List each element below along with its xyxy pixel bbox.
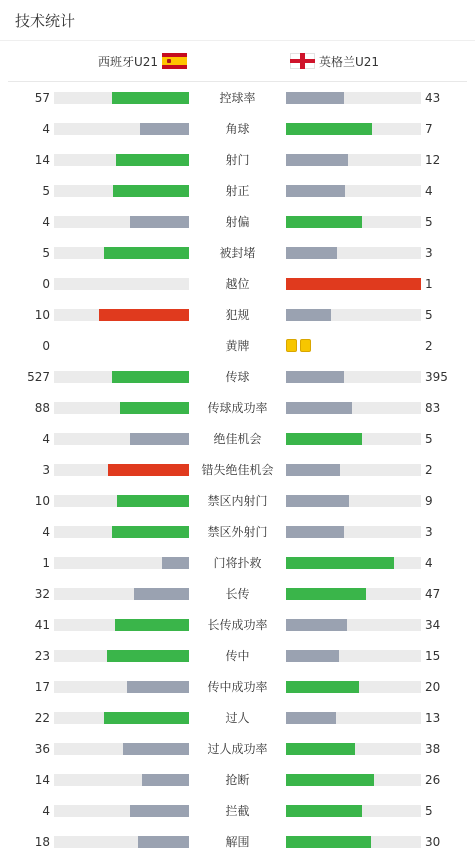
away-value: 2 bbox=[425, 339, 433, 353]
away-bar-fill bbox=[286, 185, 345, 197]
home-value: 5 bbox=[42, 246, 50, 260]
spain-flag-icon bbox=[162, 53, 187, 69]
away-value: 83 bbox=[425, 401, 441, 415]
away-bar-fill bbox=[286, 309, 331, 321]
home-bar-fill bbox=[130, 805, 189, 817]
away-value: 1 bbox=[425, 277, 433, 291]
stat-label: 控球率 bbox=[219, 91, 256, 105]
home-bar-track bbox=[54, 774, 189, 786]
away-bar-fill bbox=[286, 402, 352, 414]
away-bar-track bbox=[286, 495, 421, 507]
stat-row bbox=[0, 770, 475, 790]
stat-row bbox=[0, 553, 475, 573]
stat-label: 被封堵 bbox=[219, 246, 256, 260]
home-value: 4 bbox=[42, 122, 50, 136]
home-value: 14 bbox=[34, 153, 50, 167]
home-bar-fill bbox=[104, 247, 189, 259]
home-bar-track bbox=[54, 588, 189, 600]
away-value: 43 bbox=[425, 91, 441, 105]
stat-row bbox=[0, 677, 475, 697]
home-bar-fill bbox=[116, 154, 189, 166]
home-bar-track bbox=[54, 154, 189, 166]
stat-row bbox=[0, 305, 475, 325]
home-bar-fill bbox=[138, 836, 189, 848]
away-bar-fill bbox=[286, 247, 337, 259]
home-team bbox=[98, 41, 187, 81]
away-bar-fill bbox=[286, 805, 362, 817]
away-bar-track bbox=[286, 402, 421, 414]
home-value: 0 bbox=[42, 339, 50, 353]
stat-label: 禁区外射门 bbox=[207, 525, 268, 539]
away-bar-fill bbox=[286, 712, 336, 724]
stat-row bbox=[0, 460, 475, 480]
away-value: 13 bbox=[425, 711, 441, 725]
home-bar-fill bbox=[120, 402, 189, 414]
home-value: 57 bbox=[34, 91, 50, 105]
home-value: 18 bbox=[34, 835, 50, 849]
stat-label: 绝佳机会 bbox=[213, 432, 262, 446]
away-bar-track bbox=[286, 123, 421, 135]
away-bar-track bbox=[286, 247, 421, 259]
stat-row bbox=[0, 150, 475, 170]
away-yellow-cards bbox=[286, 339, 311, 353]
away-bar-fill bbox=[286, 464, 340, 476]
stat-label: 过人成功率 bbox=[207, 742, 268, 756]
away-bar-fill bbox=[286, 123, 372, 135]
home-bar-fill bbox=[112, 526, 189, 538]
home-bar-track bbox=[54, 526, 189, 538]
home-bar-track bbox=[54, 464, 189, 476]
stat-label: 长传 bbox=[225, 587, 250, 601]
away-bar-fill bbox=[286, 681, 359, 693]
home-value: 0 bbox=[42, 277, 50, 291]
home-bar-fill bbox=[99, 309, 189, 321]
away-value: 4 bbox=[425, 556, 433, 570]
away-bar-track bbox=[286, 216, 421, 228]
away-bar-track bbox=[286, 681, 421, 693]
stat-label: 黄牌 bbox=[225, 339, 250, 353]
away-bar-fill bbox=[286, 92, 344, 104]
away-bar-track bbox=[286, 464, 421, 476]
away-bar-track bbox=[286, 526, 421, 538]
home-value: 41 bbox=[34, 618, 50, 632]
home-bar-track bbox=[54, 650, 189, 662]
stat-label: 角球 bbox=[225, 122, 250, 136]
away-team bbox=[290, 41, 379, 81]
away-value: 4 bbox=[425, 184, 433, 198]
home-bar-fill bbox=[112, 92, 189, 104]
away-value: 15 bbox=[425, 649, 441, 663]
home-bar-track bbox=[54, 805, 189, 817]
away-bar-track bbox=[286, 433, 421, 445]
away-bar-track bbox=[286, 743, 421, 755]
home-value: 5 bbox=[42, 184, 50, 198]
home-bar-fill bbox=[117, 495, 189, 507]
away-bar-track bbox=[286, 650, 421, 662]
away-bar-track bbox=[286, 805, 421, 817]
stat-row bbox=[0, 832, 475, 852]
stat-row bbox=[0, 615, 475, 635]
stat-label: 传球 bbox=[225, 370, 250, 384]
home-bar-track bbox=[54, 371, 189, 383]
stat-label: 传中成功率 bbox=[207, 680, 268, 694]
home-bar-fill bbox=[123, 743, 189, 755]
away-bar-track bbox=[286, 371, 421, 383]
away-bar-fill bbox=[286, 619, 347, 631]
home-value: 88 bbox=[34, 401, 50, 415]
home-value: 10 bbox=[34, 308, 50, 322]
stat-row bbox=[0, 119, 475, 139]
home-bar-track bbox=[54, 402, 189, 414]
away-bar-fill bbox=[286, 650, 339, 662]
stat-row bbox=[0, 739, 475, 759]
home-bar-fill bbox=[115, 619, 189, 631]
away-value: 20 bbox=[425, 680, 441, 694]
home-value: 4 bbox=[42, 804, 50, 818]
away-value: 47 bbox=[425, 587, 441, 601]
away-bar-fill bbox=[286, 216, 362, 228]
stat-label: 抢断 bbox=[225, 773, 250, 787]
home-bar-track bbox=[54, 309, 189, 321]
home-value: 23 bbox=[34, 649, 50, 663]
stat-row bbox=[0, 336, 475, 356]
home-bar-track bbox=[54, 216, 189, 228]
away-bar-fill bbox=[286, 774, 374, 786]
home-bar-fill bbox=[130, 433, 189, 445]
home-value: 17 bbox=[34, 680, 50, 694]
home-bar-track bbox=[54, 557, 189, 569]
stat-label: 禁区内射门 bbox=[207, 494, 268, 508]
home-bar-track bbox=[54, 433, 189, 445]
away-bar-track bbox=[286, 712, 421, 724]
home-bar-fill bbox=[108, 464, 189, 476]
home-bar-track bbox=[54, 619, 189, 631]
away-bar-fill bbox=[286, 743, 355, 755]
home-bar-fill bbox=[130, 216, 189, 228]
stat-row bbox=[0, 491, 475, 511]
away-value: 38 bbox=[425, 742, 441, 756]
away-value: 34 bbox=[425, 618, 441, 632]
home-bar-fill bbox=[140, 123, 189, 135]
stat-row bbox=[0, 522, 475, 542]
teams-row bbox=[8, 41, 467, 82]
stats-header bbox=[0, 0, 475, 41]
stat-row bbox=[0, 181, 475, 201]
away-bar-track bbox=[286, 774, 421, 786]
stat-label: 过人 bbox=[225, 711, 250, 725]
home-value: 3 bbox=[42, 463, 50, 477]
stat-row bbox=[0, 88, 475, 108]
home-bar-fill bbox=[112, 371, 189, 383]
home-value: 527 bbox=[27, 370, 50, 384]
stat-label: 射正 bbox=[225, 184, 250, 198]
away-bar-fill bbox=[286, 154, 348, 166]
away-value: 5 bbox=[425, 308, 433, 322]
stat-row bbox=[0, 646, 475, 666]
stat-label: 传中 bbox=[225, 649, 250, 663]
stat-row bbox=[0, 801, 475, 821]
away-value: 5 bbox=[425, 432, 433, 446]
away-bar-fill bbox=[286, 526, 344, 538]
away-value: 2 bbox=[425, 463, 433, 477]
home-value: 4 bbox=[42, 432, 50, 446]
home-bar-track bbox=[54, 743, 189, 755]
away-bar-track bbox=[286, 836, 421, 848]
stat-label: 射门 bbox=[225, 153, 250, 167]
home-bar-track bbox=[54, 123, 189, 135]
home-bar-fill bbox=[113, 185, 189, 197]
away-value: 7 bbox=[425, 122, 433, 136]
stat-row bbox=[0, 274, 475, 294]
stat-row bbox=[0, 708, 475, 728]
away-value: 5 bbox=[425, 804, 433, 818]
stat-label: 错失绝佳机会 bbox=[201, 463, 274, 477]
home-bar-track bbox=[54, 495, 189, 507]
stat-label: 越位 bbox=[225, 277, 250, 291]
home-bar-fill bbox=[104, 712, 189, 724]
away-bar-fill bbox=[286, 557, 394, 569]
away-bar-track bbox=[286, 92, 421, 104]
yellow-card-icon bbox=[300, 339, 311, 352]
away-team-name: 英格兰U21 bbox=[319, 54, 380, 69]
home-bar-fill bbox=[142, 774, 189, 786]
away-value: 26 bbox=[425, 773, 441, 787]
page-title: 技术统计 bbox=[15, 12, 76, 30]
away-bar-track bbox=[286, 154, 421, 166]
home-value: 22 bbox=[34, 711, 50, 725]
away-value: 3 bbox=[425, 246, 433, 260]
home-team-name: 西班牙U21 bbox=[97, 54, 158, 69]
home-bar-track bbox=[54, 712, 189, 724]
away-bar-track bbox=[286, 557, 421, 569]
home-bar-track bbox=[54, 247, 189, 259]
away-value: 3 bbox=[425, 525, 433, 539]
home-value: 4 bbox=[42, 525, 50, 539]
home-value: 10 bbox=[34, 494, 50, 508]
home-value: 36 bbox=[34, 742, 50, 756]
england-flag-icon bbox=[290, 53, 315, 69]
stat-label: 传球成功率 bbox=[207, 401, 268, 415]
yellow-card-icon bbox=[286, 339, 297, 352]
away-bar-fill bbox=[286, 433, 362, 445]
home-bar-fill bbox=[107, 650, 189, 662]
away-bar-track bbox=[286, 309, 421, 321]
away-bar-fill bbox=[286, 588, 366, 600]
stat-label: 射偏 bbox=[225, 215, 250, 229]
home-value: 1 bbox=[42, 556, 50, 570]
away-bar-track bbox=[286, 278, 421, 290]
home-bar-fill bbox=[127, 681, 189, 693]
stat-label: 长传成功率 bbox=[207, 618, 268, 632]
away-value: 5 bbox=[425, 215, 433, 229]
away-bar-fill bbox=[286, 278, 421, 290]
home-value: 14 bbox=[34, 773, 50, 787]
home-bar-track bbox=[54, 836, 189, 848]
away-bar-track bbox=[286, 619, 421, 631]
away-value: 9 bbox=[425, 494, 433, 508]
stat-label: 解围 bbox=[225, 835, 250, 849]
away-value: 30 bbox=[425, 835, 441, 849]
home-bar-track bbox=[54, 92, 189, 104]
home-value: 4 bbox=[42, 215, 50, 229]
stat-label: 拦截 bbox=[225, 804, 250, 818]
stat-row bbox=[0, 243, 475, 263]
home-value: 32 bbox=[34, 587, 50, 601]
away-value: 395 bbox=[425, 370, 448, 384]
stat-row bbox=[0, 429, 475, 449]
stat-label: 门将扑救 bbox=[213, 556, 262, 570]
stat-row bbox=[0, 367, 475, 387]
away-bar-fill bbox=[286, 495, 349, 507]
away-bar-track bbox=[286, 185, 421, 197]
home-bar-track bbox=[54, 278, 189, 290]
stat-row bbox=[0, 584, 475, 604]
home-bar-track bbox=[54, 185, 189, 197]
away-bar-fill bbox=[286, 371, 344, 383]
stat-label: 犯规 bbox=[225, 308, 250, 322]
away-bar-track bbox=[286, 588, 421, 600]
away-value: 12 bbox=[425, 153, 441, 167]
stat-row bbox=[0, 398, 475, 418]
stat-row bbox=[0, 212, 475, 232]
home-bar-fill bbox=[162, 557, 189, 569]
home-bar-fill bbox=[134, 588, 189, 600]
away-bar-fill bbox=[286, 836, 371, 848]
home-bar-track bbox=[54, 681, 189, 693]
